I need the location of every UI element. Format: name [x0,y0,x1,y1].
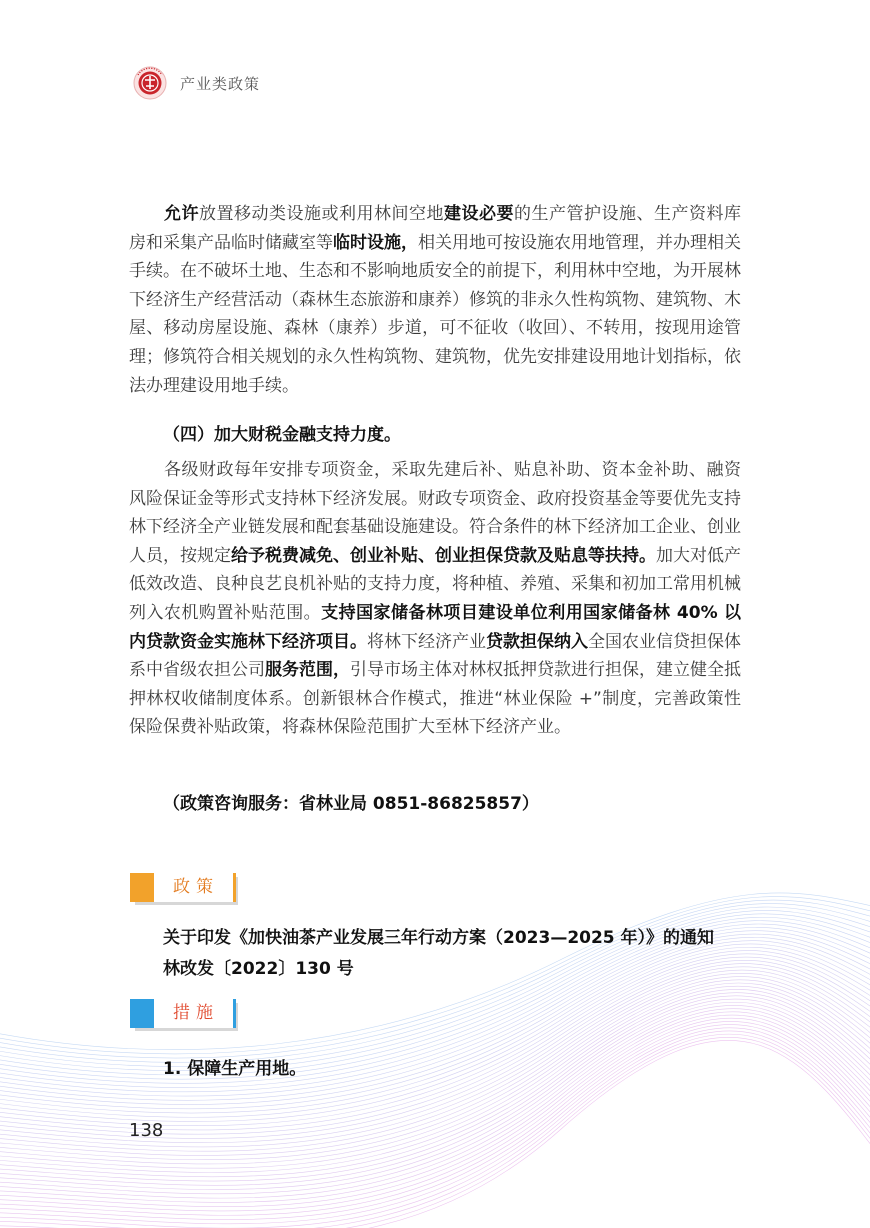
emblem-logo-icon [133,66,167,100]
emphasized-text: 支持国家储备林项目建设单位利用国家储备林 40% 以内贷款资金实施林下经济项目。 [129,602,741,652]
wave-line [0,951,870,1122]
wave-line [0,944,870,1113]
text-segment: 引导市场主体对林权抵押贷款进行担保，建立健全抵押林权收储制度体系。创新银林合作模式，推进“林业保险 +”制度，完善政策性保险保费补贴政策，将森林保险范围扩大至林下经济产业。 [129,660,741,738]
paragraph-text [129,200,741,400]
page-header [133,66,260,100]
section-heading-four: （四）加大财税金融支持力度。 [163,425,401,445]
text-segment: 各级财政每年安排专项资金，采取先建后补、贴息补助、资本金补助、融资风险保证金等形式支持林下经济发展。财政专项资金、政府投资基金等要优先支持林下经济全产业链发展和配套基础设施建设。符合条件的林下经济加工企业、创业人员，按规定 [129,460,741,566]
policy-tag-label: 政策 [173,877,219,897]
paragraph-text [129,456,741,742]
text-segment: 的生产管护设施、生产资料库房和采集产品临时储藏室等 [129,204,741,253]
measure-tag [130,999,236,1028]
header-section-title: 产业类政策 [180,74,261,93]
emphasized-text: 贷款担保纳入 [486,631,588,652]
wave-line [0,964,870,1139]
wave-line [0,1018,870,1211]
policy-consult-line: （政策咨询服务：省林业局 0851-86825857） [163,794,539,814]
notice-document-number: 林改发〔2022〕130 号 [163,959,354,979]
emphasized-text: 给予税费减免、创业补贴、创业担保贷款及贴息等扶持。 [231,545,656,566]
wave-line [0,967,870,1143]
wave-line [0,897,870,1054]
land-use-paragraph [129,200,741,400]
text-segment: 放置移动类设施或利用林间空地 [199,204,444,224]
emphasized-text: 临时设施， [333,232,418,253]
emphasized-text: 服务范围， [265,660,350,681]
emphasized-text: 建设必要 [444,204,514,224]
text-segment: 相关用地可按设施农用地管理，并办理相关手续。在不破坏土地、生态和不影响地质安全的前提下，利用林中空地，为开展林下经济生产经营活动（森林生态旅游和康养）修筑的非永久性构筑物、建筑物、木屋、移动房屋设施、森林（康养）步道，可不征收（收回）、不转用，按现用途管理；修筑符合相关规划的永久性构筑物、建筑物，优先安排建设用地计划指标，依法办理建设用地手续。 [129,232,741,396]
text-segment: 将林下经济产业 [367,631,486,652]
text-segment: 全国农业信贷担保体系中省级农担公司 [129,631,741,681]
policy-tag [130,873,236,902]
page-number: 138 [129,1120,164,1141]
measure-item-1: 1. 保障生产用地。 [163,1059,307,1079]
text-segment: 加大对低产低效改造、良种良艺良机补贴的支持力度，将种植、养殖、采集和初加工常用机械列入农机购置补贴范围。 [129,545,741,623]
measure-tag-label: 措施 [173,1003,219,1023]
notice-title: 关于印发《加快油茶产业发展三年行动方案（2023—2025 年）》的通知 [163,928,715,948]
emphasized-text: 允许 [164,204,199,224]
finance-support-paragraph [129,456,741,742]
